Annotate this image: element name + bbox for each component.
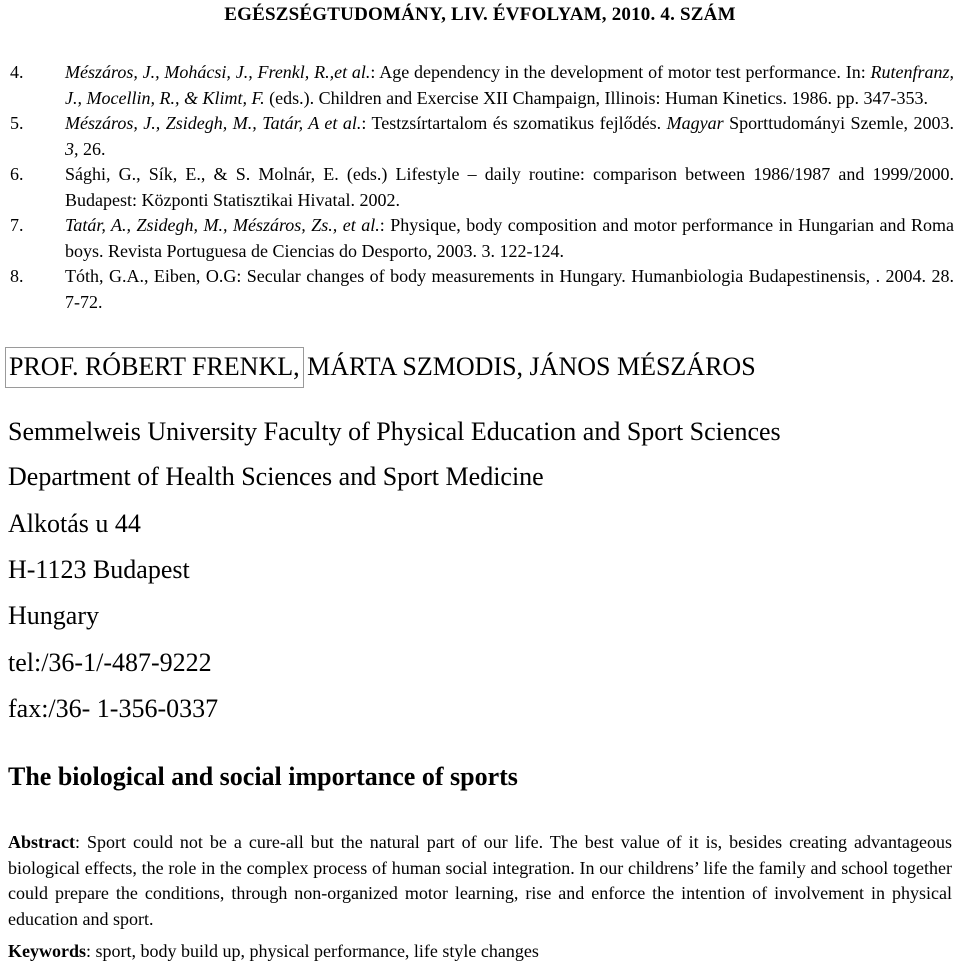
reference-volume: 3,	[65, 138, 79, 159]
affiliation-phone: tel:/36-1/-487-9222	[8, 648, 212, 677]
affiliation-university: Semmelweis University Faculty of Physical Education and Sport Sciences	[8, 417, 781, 446]
reference-item	[10, 264, 954, 315]
reference-item	[10, 60, 954, 111]
reference-text: Tatár, A., Zsidegh, M., Mészáros, Zs., et al.: Physique, body composition and motor performance in Hungarian and Roma boys. Revista Portuguesa de Ciencias do Desporto, 2003. 3. 122-124.	[65, 215, 954, 261]
reference-number: 4.	[10, 62, 24, 82]
affiliation-fax: fax:/36- 1-356-0337	[8, 694, 219, 723]
abstract	[8, 830, 952, 932]
abstract-label: Abstract	[8, 832, 75, 852]
reference-text: Mészáros, J., Mohácsi, J., Frenkl, R.,et al.: Age dependency in the development of motor test performance. In: Rutenfranz, J., Mocellin, R., & Klimt, F. (eds.). Children and Exercise XII Champaign, Illinois: Human Kinetics. 1986. pp. 347-353.	[65, 62, 954, 108]
reference-item	[10, 111, 954, 162]
keywords	[8, 941, 539, 962]
reference-authors: Tatár, A., Zsidegh, M., Mészáros, Zs., et al.	[65, 215, 380, 235]
author-line	[8, 352, 756, 382]
keywords-label: Keywords	[8, 941, 86, 961]
reference-editors: Rutenfranz, J., Mocellin, R., & Klimt, F.	[65, 62, 954, 108]
reference-number: 6.	[10, 164, 24, 184]
co-authors: MÁRTA SZMODIS, JÁNOS MÉSZÁROS	[300, 352, 756, 381]
reference-number: 5.	[10, 113, 24, 133]
affiliation-city: H-1123 Budapest	[8, 555, 190, 584]
reference-journal: Magyar	[666, 113, 724, 133]
reference-authors: Mészáros, J., Mohácsi, J., Frenkl, R.,et al.	[65, 62, 371, 82]
affiliation-street: Alkotás u 44	[8, 509, 141, 538]
reference-number: 8.	[10, 266, 24, 286]
affiliation-department: Department of Health Sciences and Sport Medicine	[8, 462, 544, 491]
reference-text: Sághi, G., Sík, E., & S. Molnár, E. (eds.) Lifestyle – daily routine: comparison between 1986/1987 and 1999/2000. Budapest: Központi Statisztikai Hivatal. 2002.	[65, 164, 954, 210]
affiliation-country: Hungary	[8, 601, 99, 630]
reference-number: 7.	[10, 215, 24, 235]
reference-item	[10, 162, 954, 213]
article-title: The biological and social importance of sports	[8, 762, 518, 791]
reference-text: Tóth, G.A., Eiben, O.G: Secular changes of body measurements in Hungary. Humanbiologia Budapestinensis, . 2004. 28. 7-72.	[65, 266, 954, 312]
reference-item	[10, 213, 954, 264]
reference-authors: Mészáros, J., Zsidegh, M., Tatár, A et al.	[65, 113, 362, 133]
reference-text: Mészáros, J., Zsidegh, M., Tatár, A et al.: Testzsírtartalom és szomatikus fejlődés. Magyar Sporttudományi Szemle, 2003. 3, 26.	[65, 113, 955, 159]
first-author: PROF. RÓBERT FRENKL,	[8, 350, 301, 385]
journal-header: EGÉSZSÉGTUDOMÁNY, LIV. ÉVFOLYAM, 2010. 4. SZÁM	[224, 4, 736, 25]
reference-list	[10, 60, 954, 315]
keywords-text: : sport, body build up, physical performance, life style changes	[86, 941, 539, 961]
abstract-text: : Sport could not be a cure-all but the natural part of our life. The best value of it is, besides creating advantageous biological effects, the role in the complex process of human social integration. In our childrens’ life the family and school together could prepare the conditions, through non-organized motor learning, rise and enforce the intention of involvement in physical education and sport.	[8, 832, 952, 929]
